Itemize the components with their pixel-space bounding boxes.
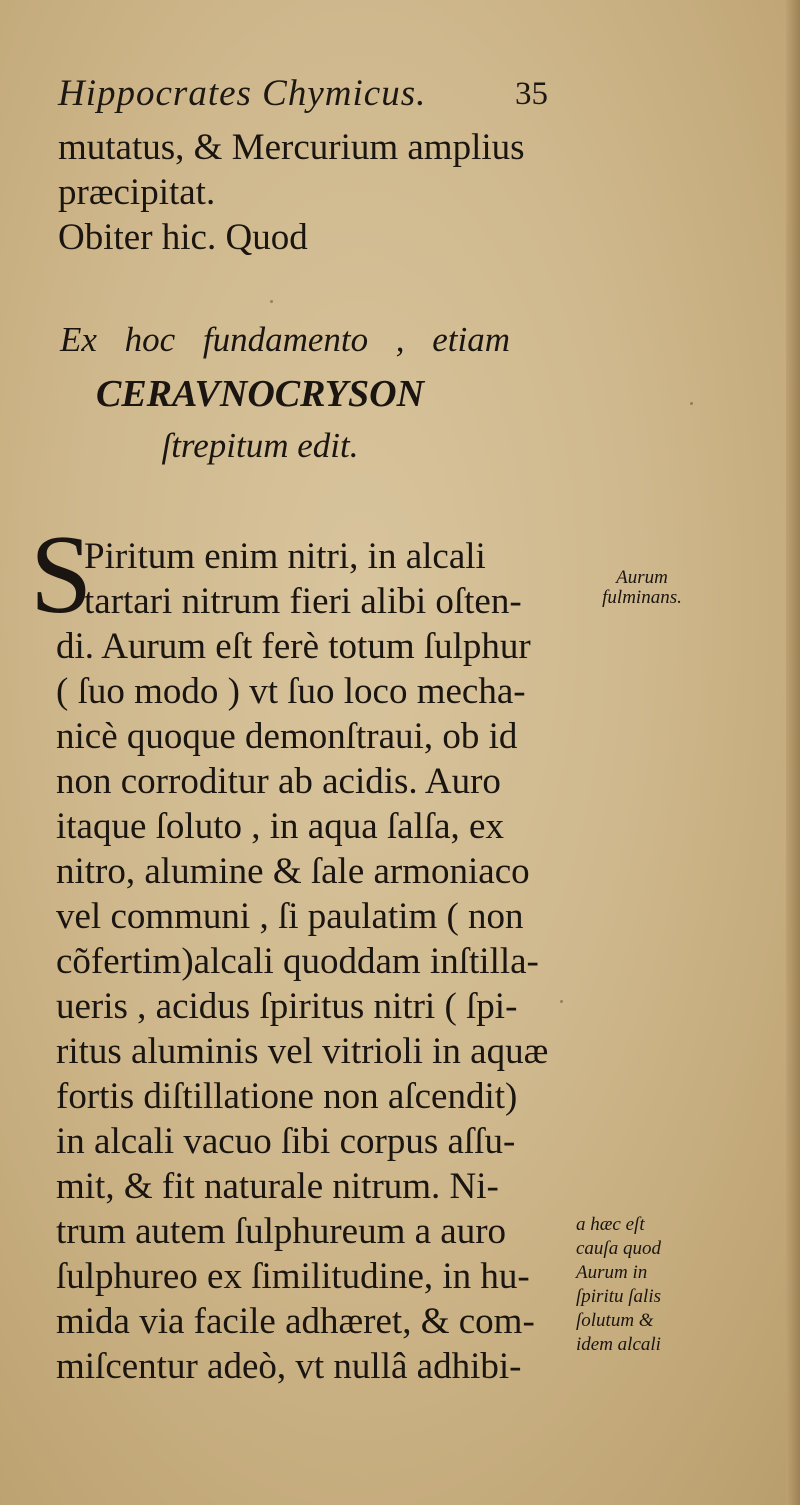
- text-line: ſulphureo ex ſimilitudine, in hu-: [56, 1256, 530, 1297]
- text-line: itaque ſoluto , in aqua ſalſa, ex: [56, 806, 504, 847]
- text-line: trum autem ſulphureum a auro: [56, 1211, 507, 1252]
- text-line: nitro, alumine & ſale armoniaco: [56, 851, 530, 892]
- text-line: Obiter hic. Quod: [58, 217, 308, 258]
- heading-line-3: ſtrepitum edit.: [161, 426, 359, 465]
- text-line: miſcentur adeò, vt nullâ adhibi-: [56, 1346, 522, 1387]
- running-head: [58, 72, 548, 122]
- page-edge-shadow: [786, 0, 800, 1505]
- text-line: præcipitat.: [58, 172, 216, 213]
- margin-note-line: cauſa quod: [576, 1238, 661, 1259]
- text-line: nicè quoque demonſtraui, ob id: [56, 716, 518, 757]
- margin-note-aurum-fulminans: [582, 568, 702, 608]
- text-line: di. Aurum eſt ferè totum ſulphur: [56, 626, 531, 667]
- text-line: mida via facile adhæret, & com-: [56, 1301, 535, 1342]
- margin-note-line: Aurum in: [576, 1262, 648, 1283]
- text-line: Piritum enim nitri, in alcali: [84, 536, 486, 577]
- text-line: vel communi , ſi paulatim ( non: [56, 896, 524, 937]
- heading-line-2: CERAVNOCRYSON: [95, 373, 425, 415]
- margin-note-line: ſolutum &: [576, 1310, 654, 1331]
- text-line: mit, & fit naturale nitrum. Ni-: [56, 1166, 499, 1207]
- paper-speck: [690, 402, 693, 405]
- paper-speck: [560, 1000, 563, 1003]
- text-line: non corroditur ab acidis. Auro: [56, 761, 501, 802]
- paper-speck: [270, 300, 273, 303]
- section-heading: [0, 320, 520, 476]
- heading-line-1: Ex hoc fundamento , etiam: [60, 320, 510, 359]
- text-line: in alcali vacuo ſibi corpus aſſu-: [56, 1121, 516, 1162]
- text-line: tartari nitrum fieri alibi oſten-: [84, 581, 522, 622]
- margin-note-line: idem alcali: [576, 1334, 661, 1355]
- body-paragraph: [56, 534, 548, 1389]
- running-head-title: Hippocrates Chymicus.: [58, 73, 427, 114]
- margin-note-line: fulminans.: [602, 587, 682, 608]
- text-line: cõfertim)alcali quoddam inſtilla-: [56, 941, 539, 982]
- margin-note-footnote-a: [576, 1213, 716, 1357]
- margin-note-line: Aurum: [616, 567, 668, 588]
- text-line: mutatus, & Mercurium amplius: [58, 127, 525, 168]
- text-line: ritus aluminis vel vitrioli in aquæ: [56, 1031, 549, 1072]
- drop-cap: S: [30, 513, 93, 637]
- page-number: 35: [515, 76, 548, 112]
- text-line: ueris , acidus ſpiritus nitri ( ſpi-: [56, 986, 518, 1027]
- margin-note-line: a hæc eſt: [576, 1214, 645, 1235]
- text-line: fortis diſtillatione non aſcendit): [56, 1076, 518, 1117]
- text-line: ( ſuo modo ) vt ſuo loco mecha-: [56, 671, 526, 712]
- margin-note-line: ſpiritu ſalis: [576, 1286, 661, 1307]
- intro-paragraph: [58, 125, 525, 260]
